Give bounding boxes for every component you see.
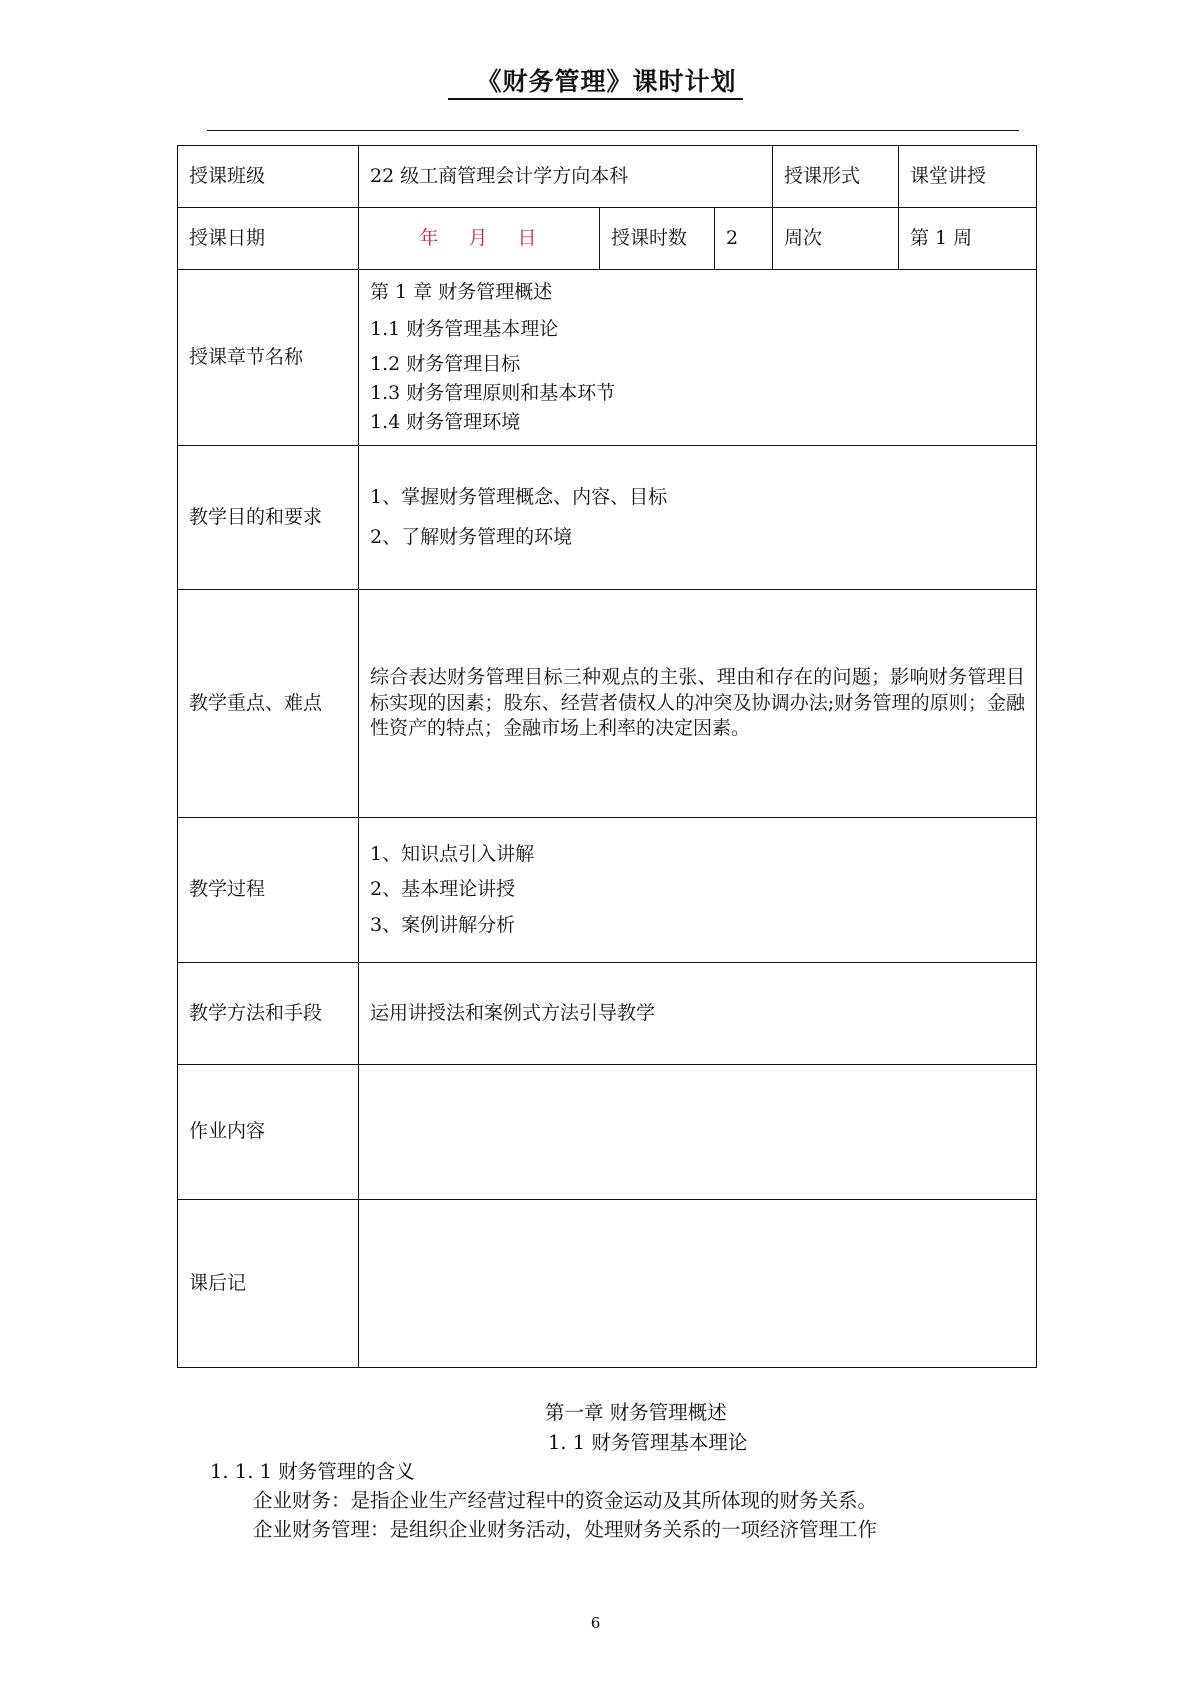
hours-label: 授课时数 bbox=[600, 208, 715, 270]
goal-label: 教学目的和要求 bbox=[178, 446, 359, 590]
homework-value bbox=[359, 1065, 1037, 1200]
paragraph: 企业财务：是指企业生产经营过程中的资金运动及其所体现的财务关系。 bbox=[253, 1489, 878, 1512]
chapter-line: 1.1 财务管理基本理论 bbox=[370, 318, 559, 340]
goal-list bbox=[359, 446, 1037, 590]
method-label: 教学方法和手段 bbox=[178, 963, 359, 1065]
chapter-line: 1.3 财务管理原则和基本环节 bbox=[370, 382, 616, 404]
chapter-list bbox=[359, 270, 1037, 446]
date-placeholder: 年 月 日 bbox=[419, 226, 539, 249]
table-row bbox=[178, 146, 1037, 208]
focus-text: 综合表达财务管理目标三种观点的主张、理由和存在的问题；影响财务管理目标实现的因素；股东、经营者债权人的冲突及协调办法;财务管理的原则；金融性资产的特点；金融市场上利率的决定因素。 bbox=[359, 590, 1037, 818]
form-label: 授课形式 bbox=[773, 146, 899, 208]
table-row bbox=[178, 590, 1037, 818]
title-rule bbox=[207, 130, 1019, 131]
notes-label: 课后记 bbox=[178, 1200, 359, 1368]
focus-label: 教学重点、难点 bbox=[178, 590, 359, 818]
date-label: 授课日期 bbox=[178, 208, 359, 270]
homework-label: 作业内容 bbox=[178, 1065, 359, 1200]
table-row bbox=[178, 270, 1037, 446]
goal-line: 1、掌握财务管理概念、内容、目标 bbox=[370, 485, 668, 508]
week-value: 第 1 周 bbox=[899, 208, 1037, 270]
table-row bbox=[178, 818, 1037, 963]
chapter-heading: 第一章 财务管理概述 bbox=[545, 1401, 727, 1424]
notes-value bbox=[359, 1200, 1037, 1368]
table-row bbox=[178, 208, 1037, 270]
hours-value: 2 bbox=[715, 208, 773, 270]
date-value bbox=[359, 208, 600, 270]
method-value: 运用讲授法和案例式方法引导教学 bbox=[359, 963, 1037, 1065]
week-label: 周次 bbox=[773, 208, 899, 270]
class-value: 22 级工商管理会计学方向本科 bbox=[359, 146, 773, 208]
process-label: 教学过程 bbox=[178, 818, 359, 963]
process-line: 2、基本理论讲授 bbox=[370, 878, 516, 901]
subsection-heading: 1. 1. 1 财务管理的含义 bbox=[210, 1460, 415, 1483]
goal-line: 2、了解财务管理的环境 bbox=[370, 525, 573, 548]
lesson-plan-table bbox=[177, 145, 1037, 1368]
table-row bbox=[178, 1200, 1037, 1368]
class-label: 授课班级 bbox=[178, 146, 359, 208]
page-number: 6 bbox=[590, 1614, 601, 1632]
document-title: 《财务管理》课时计划 bbox=[0, 62, 1191, 98]
paragraph: 企业财务管理：是组织企业财务活动，处理财务关系的一项经济管理工作 bbox=[253, 1518, 878, 1541]
process-line: 1、知识点引入讲解 bbox=[370, 842, 535, 865]
process-list bbox=[359, 818, 1037, 963]
table-row bbox=[178, 963, 1037, 1065]
table-row bbox=[178, 446, 1037, 590]
process-line: 3、案例讲解分析 bbox=[370, 913, 516, 936]
chapter-line: 1.2 财务管理目标 bbox=[370, 353, 521, 375]
table-row bbox=[178, 1065, 1037, 1200]
chapter-label: 授课章节名称 bbox=[178, 270, 359, 446]
form-value: 课堂讲授 bbox=[899, 146, 1037, 208]
section-heading: 1. 1 财务管理基本理论 bbox=[548, 1431, 748, 1454]
chapter-line: 1.4 财务管理环境 bbox=[370, 411, 521, 433]
chapter-line: 第 1 章 财务管理概述 bbox=[370, 281, 553, 303]
